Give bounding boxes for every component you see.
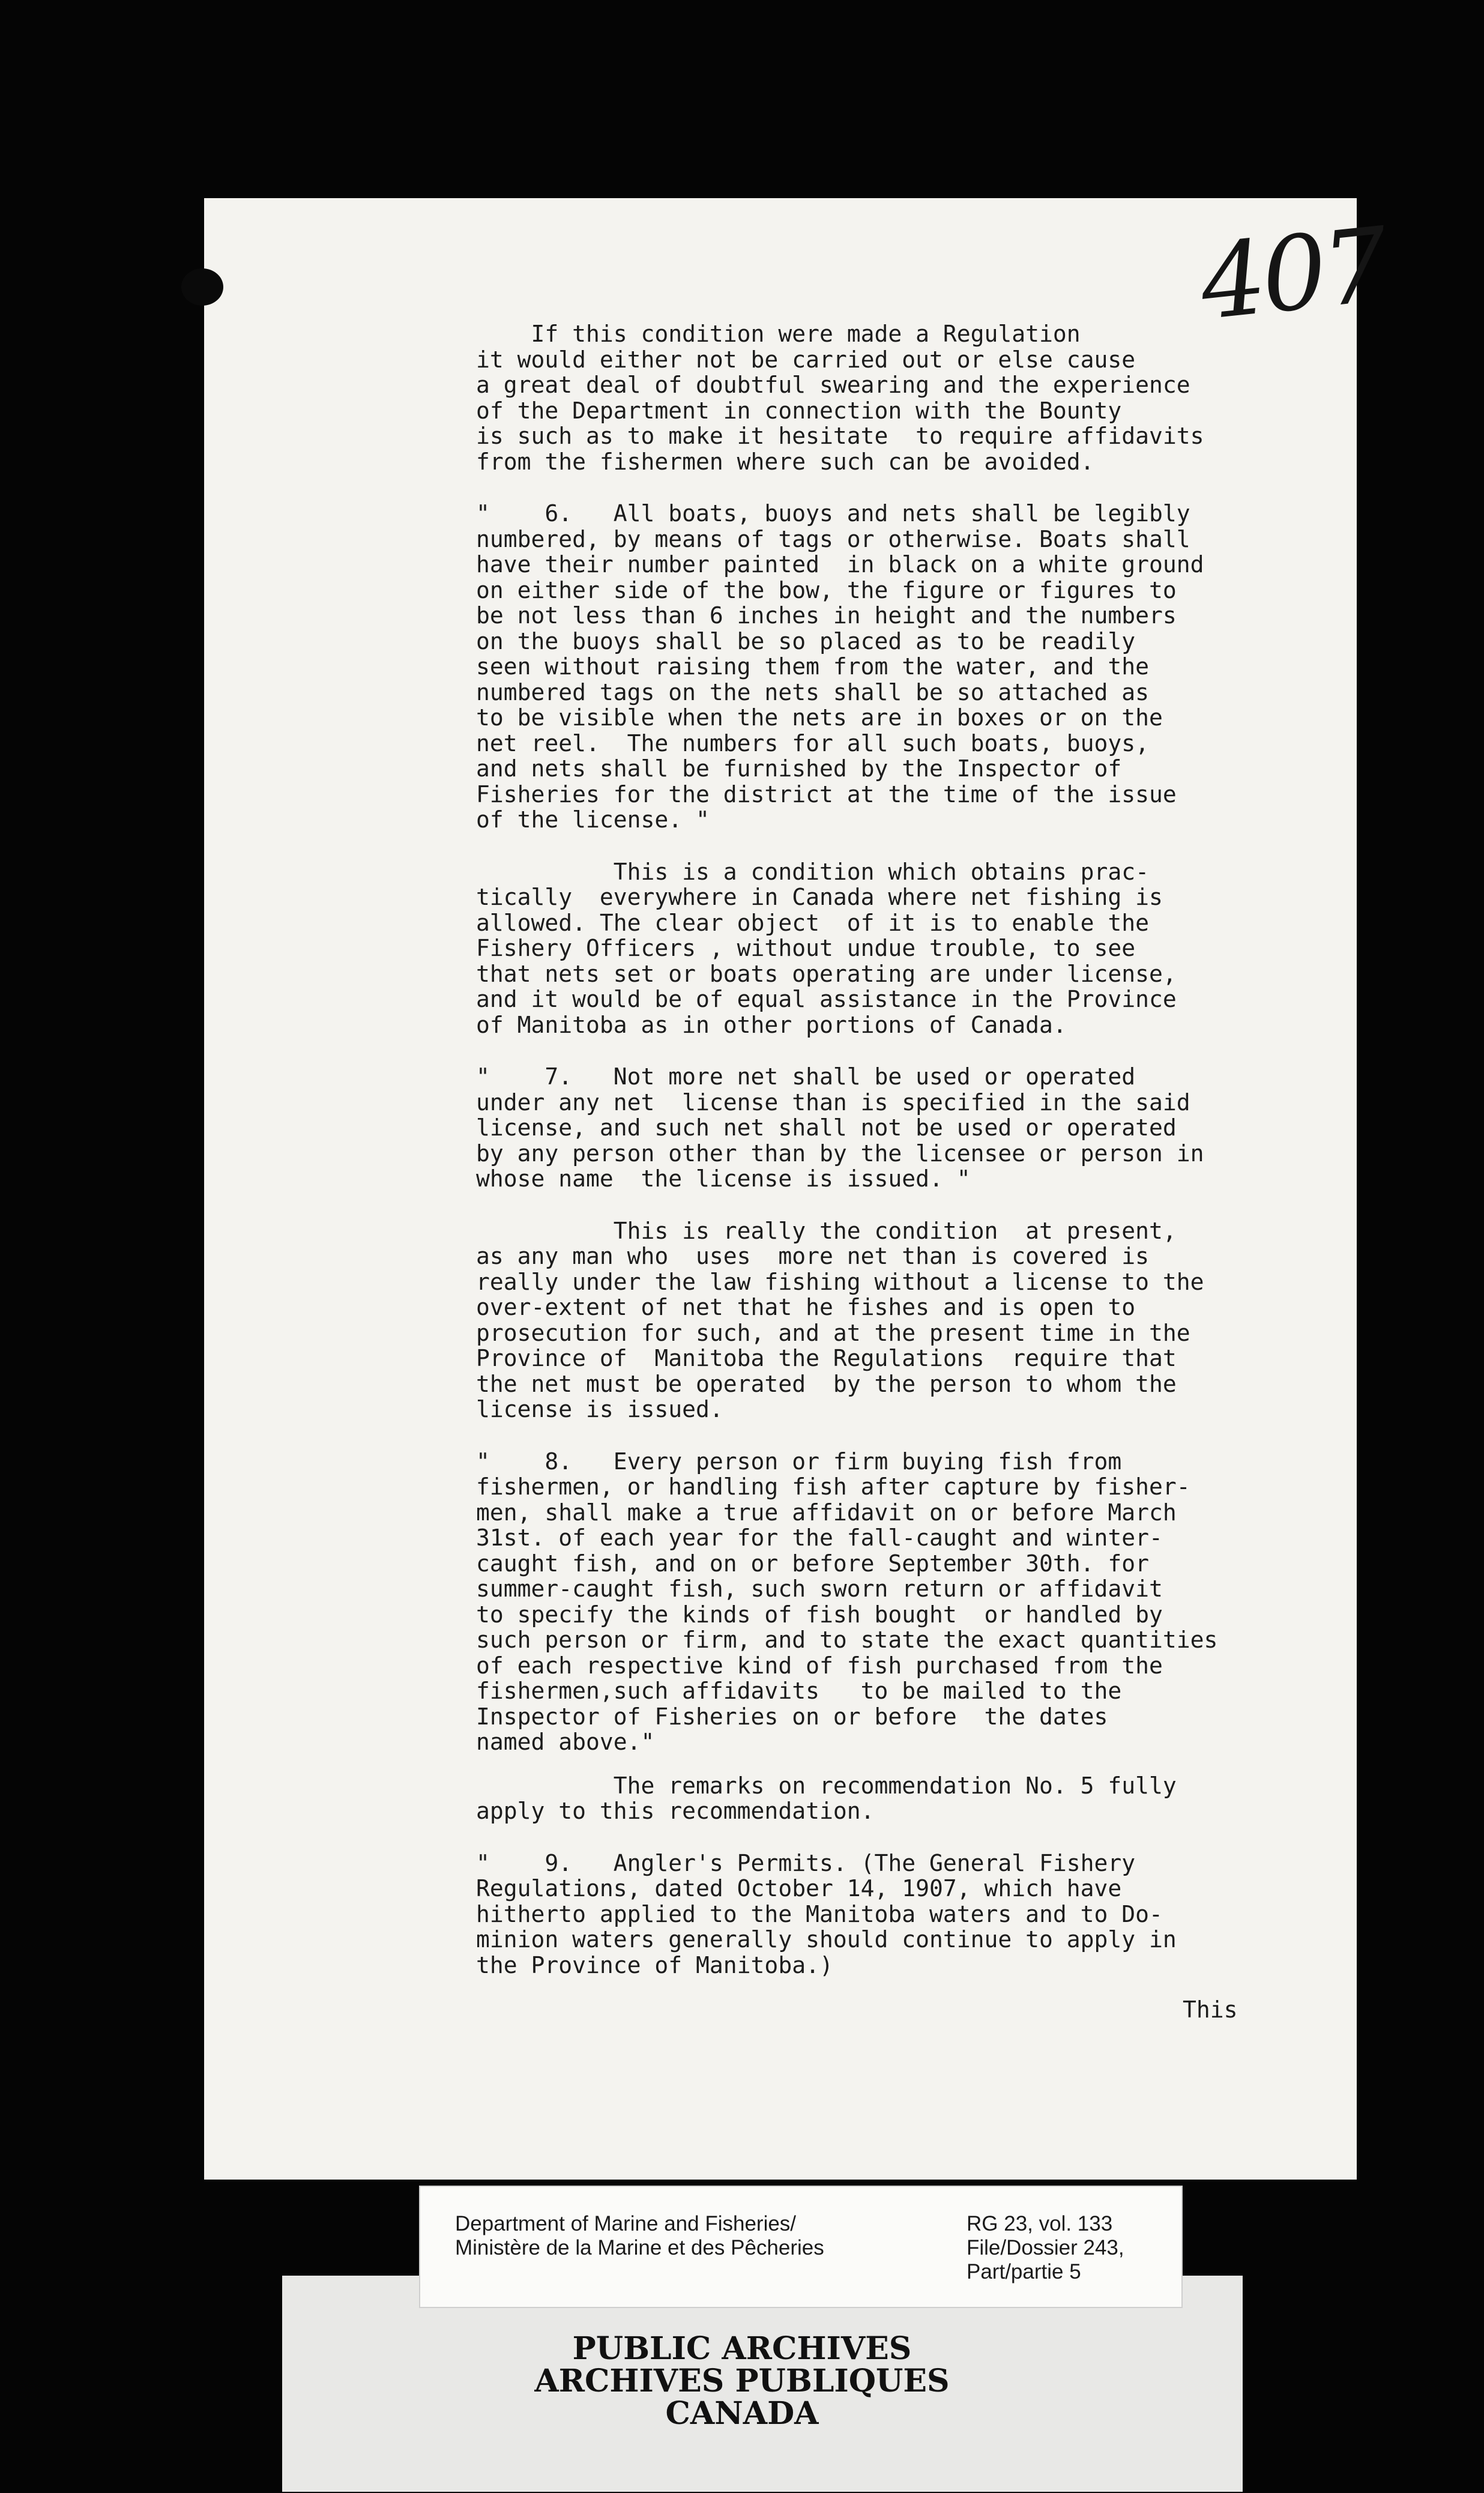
stamp-line-english: PUBLIC ARCHIVES — [572, 2330, 912, 2367]
paragraph-recommendation-8: " 8. Every person or firm buying fish from fishermen, or handling fish after capture by fisher- men, shall make a true affidavit on or before March 31st. of each year for the fall-caught and winter- caught fish, and on or before September 30th. for summer-caught fish, such sworn return or affidavit to specify the kinds of fish bought or handled by such person or firm, and to state the exact quantities of each respective kind of fish purchased from the fishermen,such affidavits to be mailed to the Inspector of Fisheries on or before the dates named above." — [476, 1448, 1218, 1755]
paragraph-recommendation-7: " 7. Not more net shall be used or operated under any net license than is specified in the said license, and such net shall not be used or operated by any person other than by the licensee or person in whose name the license is issued. " — [476, 1063, 1204, 1192]
page-number: 407 — [1195, 205, 1390, 343]
reference-rg: RG 23, vol. 133 — [967, 2212, 1113, 2235]
department-names — [455, 2212, 824, 2260]
punch-hole — [181, 268, 223, 306]
stamp-line-country: CANADA — [665, 2395, 819, 2432]
paragraph-remark-8: The remarks on recommendation No. 5 fully apply to this recommendation. — [476, 1772, 1177, 1824]
reference-part: Part/partie 5 — [967, 2260, 1081, 2283]
archive-reference-label — [419, 2186, 1183, 2308]
stamp-line-french: ARCHIVES PUBLIQUES — [534, 2363, 950, 2399]
paragraph-recommendation-9: " 9. Angler's Permits. (The General Fishery Regulations, dated October 14, 1907, which have hitherto applied to the Manitoba waters and to Do- minion waters generally should continue to apply in the Province of Manitoba.) — [476, 1849, 1177, 1978]
reference-numbers — [967, 2212, 1124, 2284]
paragraph-remark-7: This is really the condition at present, as any man who uses more net than is covered is really under the law fishing without a license to the over-extent of net that he fishes and is open to prosecution for such, and at the present time in the Province of Manitoba the Regulations require that the net must be operated by the person to whom the license is issued. — [476, 1217, 1204, 1422]
catchword: This — [1183, 1996, 1238, 2023]
typed-body — [476, 321, 1335, 1978]
archives-stamp — [0, 2330, 1484, 2432]
reference-file: File/Dossier 243, — [967, 2236, 1124, 2259]
paragraph-intro: If this condition were made a Regulation it would either not be carried out or else cause a great deal of doubtful swearing and the experience of the Department in connection with the Bounty is such as to make it hesitate to require affidavits from the fishermen where such can be avoided. — [476, 321, 1204, 475]
department-french: Ministère de la Marine et des Pêcheries — [455, 2236, 824, 2259]
paragraph-recommendation-6: " 6. All boats, buoys and nets shall be legibly numbered, by means of tags or otherwise. Boats shall have their number painted in black on a white ground on either side of the bow, the figure or figures to be not less than 6 inches in height and the numbers on the buoys shall be so placed as to be readily seen without raising them from the water, and the numbered tags on the nets shall be so attached as to be visible when the nets are in boxes or on the net reel. The numbers for all such boats, buoys, and nets shall be furnished by the Inspector of Fisheries for the district at the time of the issue of the license. " — [476, 500, 1204, 833]
paragraph-remark-6: This is a condition which obtains prac- tically everywhere in Canada where net fishing is allowed. The clear object of it is to enable the Fishery Officers , without undue trouble, to see that nets set or boats operating are under license, and it would be of equal assistance in the Province of Manitoba as in other portions of Canada. — [476, 858, 1177, 1038]
department-english: Department of Marine and Fisheries/ — [455, 2212, 797, 2235]
